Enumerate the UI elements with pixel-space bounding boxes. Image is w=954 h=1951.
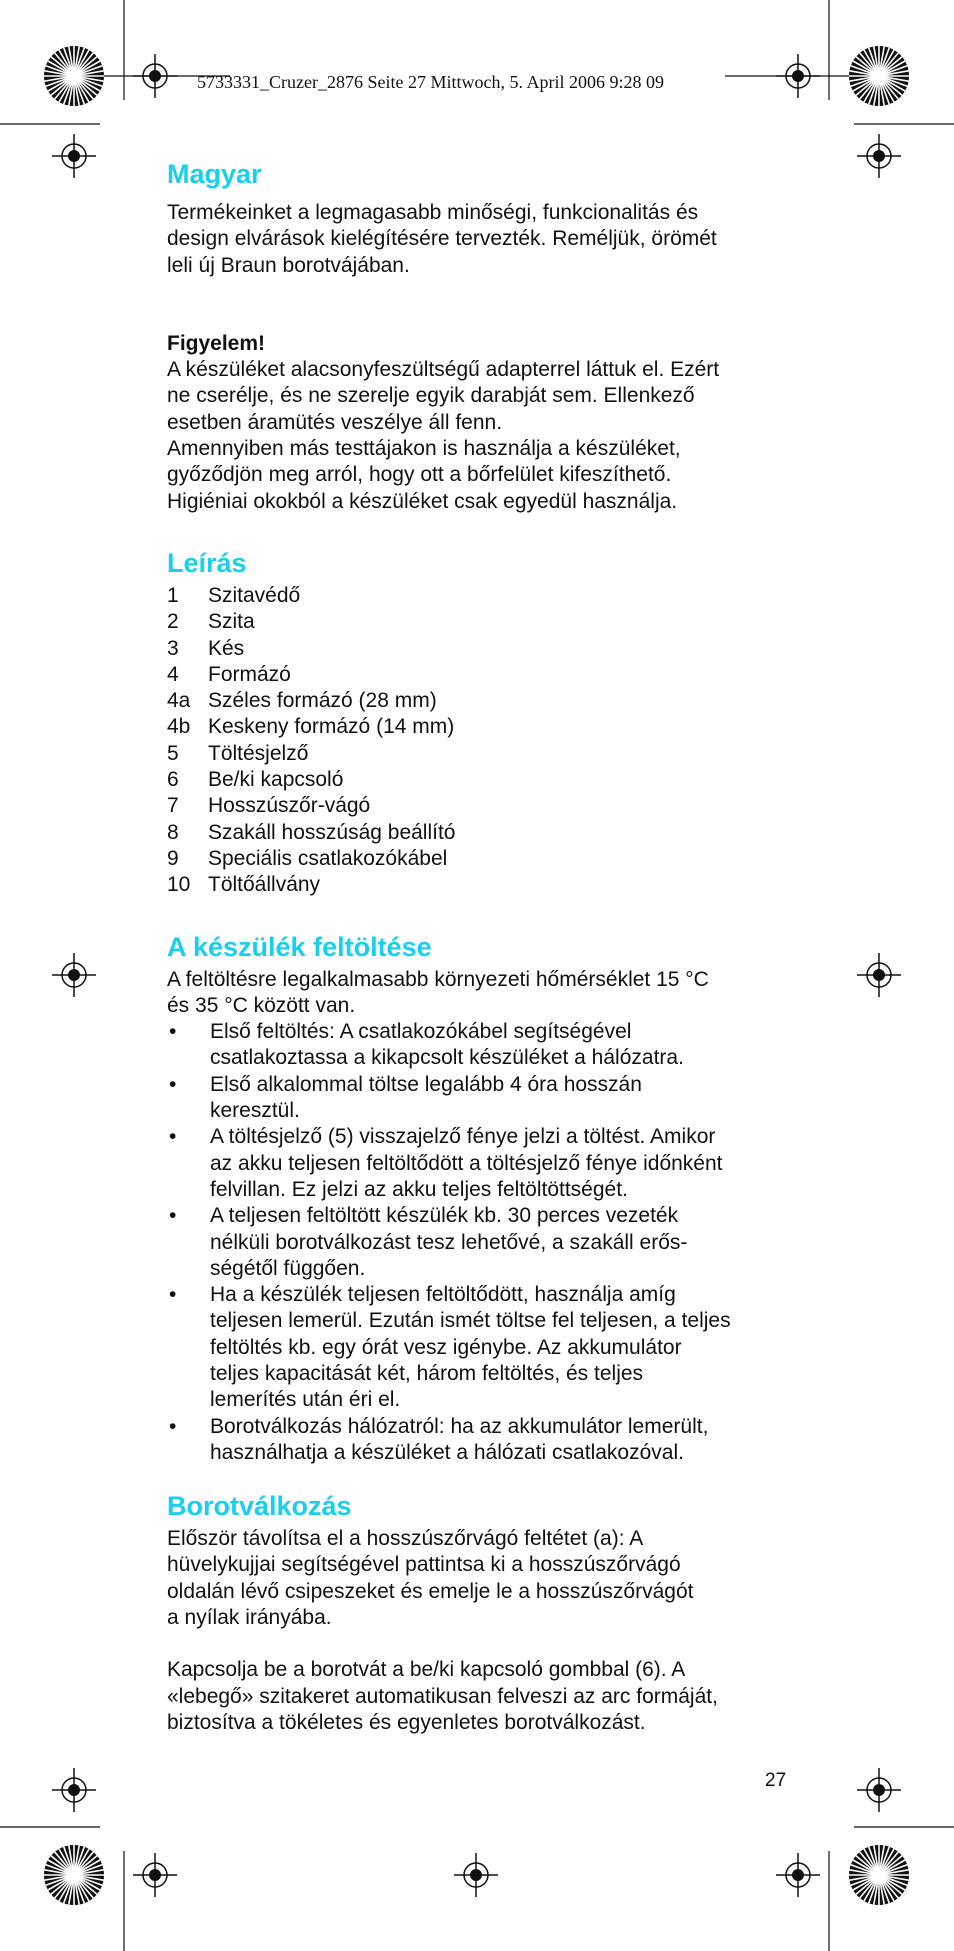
text-line: A teljesen feltöltött készülék kb. 30 perces vezeték <box>210 1204 679 1228</box>
list-item <box>167 846 795 872</box>
intro-paragraph <box>167 200 795 279</box>
bullet-mark: • <box>169 1125 177 1149</box>
registration-crosshair-icon <box>133 1853 177 1897</box>
registration-crosshair-icon <box>776 54 820 98</box>
bullet-text <box>210 1072 642 1125</box>
section-intro <box>167 156 795 279</box>
item-text: Töltőállvány <box>208 873 321 897</box>
text-line: Kapcsolja be a borotvát a be/ki kapcsoló gombbal (6). A <box>167 1658 686 1682</box>
bullet-text <box>210 1124 723 1203</box>
charging-bullets <box>167 1019 795 1466</box>
section-title-shaving: Borotválkozás <box>167 1491 352 1522</box>
item-text: Keskeny formázó (14 mm) <box>208 715 455 739</box>
text-line: «lebegő» szitakeret automatikusan felveszi az arc formáját, <box>167 1684 718 1708</box>
page-number: 27 <box>765 1770 787 1791</box>
text-line: Először távolítsa el a hosszúszőrvágó feltétet (a): A <box>167 1527 644 1551</box>
item-number: 7 <box>167 794 179 818</box>
bullet-item <box>167 1414 795 1467</box>
bullet-mark: • <box>169 1414 177 1438</box>
item-number: 4b <box>167 715 191 739</box>
registration-crosshair-icon <box>52 134 96 178</box>
bullet-item <box>167 1019 795 1072</box>
registration-crosshair-icon <box>776 1853 820 1897</box>
spacer <box>167 1631 795 1657</box>
shaving-paragraph-1 <box>167 1526 795 1631</box>
section-title-leiras: Leírás <box>167 547 247 578</box>
item-text: Speciális csatlakozókábel <box>208 846 448 870</box>
item-number: 4 <box>167 662 179 686</box>
item-text: Töltésjelző <box>208 741 309 765</box>
text-line: A töltésjelző (5) visszajelző fénye jelzi a töltést. Amikor <box>210 1125 716 1149</box>
document-body <box>167 156 795 1736</box>
text-line: győződjön meg arról, hogy ott a bőrfelület kifeszíthető. <box>167 463 672 487</box>
text-line: leli új Braun borotvájában. <box>167 253 410 277</box>
bullet-mark: • <box>169 1020 177 1044</box>
text-line: esetben áramütés veszélye áll fenn. <box>167 410 503 434</box>
section-warning <box>167 331 795 515</box>
item-number: 1 <box>167 583 179 607</box>
text-line: Higiéniai okokból a készüléket csak egyedül használja. <box>167 489 678 513</box>
parts-list <box>167 583 795 899</box>
text-line: biztosítva a tökéletes és egyenletes borotválkozást. <box>167 1710 646 1734</box>
text-line: felvillan. Ez jelzi az akku teljes feltöltöttségét. <box>210 1177 628 1201</box>
list-item <box>167 767 795 793</box>
item-text: Szita <box>208 610 255 634</box>
bullet-text <box>210 1414 708 1467</box>
registration-starburst-icon <box>849 46 909 106</box>
registration-starburst-icon <box>849 1845 909 1905</box>
item-text: Kés <box>208 636 245 660</box>
registration-crosshair-icon <box>133 54 177 98</box>
item-number: 4a <box>167 689 191 713</box>
bullet-text <box>210 1282 731 1413</box>
list-item <box>167 820 795 846</box>
text-line: Amennyiben más testtájakon is használja a készüléket, <box>167 437 681 461</box>
item-text: Hosszúszőr-vágó <box>208 794 371 818</box>
list-item <box>167 872 795 898</box>
text-line: oldalán lévő csipeszeket és emelje le a hosszúszőrvágót <box>167 1579 694 1603</box>
bullet-mark: • <box>169 1283 177 1307</box>
list-item <box>167 609 795 635</box>
text-line: csatlakoztassa a kikapcsolt készüléket a hálózatra. <box>210 1046 684 1070</box>
text-line: Ha a készülék teljesen feltöltődött, használja amíg <box>210 1283 676 1307</box>
bullet-mark: • <box>169 1204 177 1228</box>
text-line: és 35 °C között van. <box>167 993 356 1017</box>
registration-crosshair-icon <box>857 134 901 178</box>
item-number: 3 <box>167 636 179 660</box>
section-title-magyar: Magyar <box>167 159 262 189</box>
registration-crosshair-icon <box>454 1853 498 1897</box>
text-line: használhatja a készüléket a hálózati csatlakozóval. <box>210 1440 684 1464</box>
text-line: A készüléket alacsonyfeszültségű adapterrel láttuk el. Ezért <box>167 358 720 382</box>
text-line: Első alkalommal töltse legalább 4 óra hosszán <box>210 1072 642 1096</box>
bullet-item <box>167 1124 795 1203</box>
item-number: 5 <box>167 741 179 765</box>
list-item <box>167 662 795 688</box>
text-line: design elvárások kielégítésére tervezték. Reméljük, örömét <box>167 227 717 251</box>
item-number: 2 <box>167 610 179 634</box>
text-line: Borotválkozás hálózatról: ha az akkumulátor lemerült, <box>210 1414 709 1438</box>
list-item <box>167 793 795 819</box>
registration-crosshair-icon <box>52 1768 96 1812</box>
item-text: Szitavédő <box>208 583 301 607</box>
charging-intro <box>167 967 795 1020</box>
text-line: lemerítés után éri el. <box>210 1388 401 1412</box>
text-line: Első feltöltés: A csatlakozókábel segítségével <box>210 1020 632 1044</box>
list-item <box>167 714 795 740</box>
text-line: teljes kapacitását két, három feltöltés, és teljes <box>210 1361 644 1385</box>
item-text: Be/ki kapcsoló <box>208 768 344 792</box>
spacer <box>167 279 795 331</box>
list-item <box>167 636 795 662</box>
bullet-text <box>210 1019 684 1072</box>
bullet-text <box>210 1203 687 1282</box>
text-line: teljesen lemerül. Ezután ismét töltse fel teljesen, a teljes <box>210 1309 731 1333</box>
text-line: Termékeinket a legmagasabb minőségi, funkcionalitás és <box>167 201 699 224</box>
registration-starburst-icon <box>44 1845 104 1905</box>
bullet-item <box>167 1282 795 1413</box>
list-item <box>167 688 795 714</box>
item-number: 6 <box>167 768 179 792</box>
print-header: 5733331_Cruzer_2876 Seite 27 Mittwoch, 5. April 2006 9:28 09 <box>197 72 664 92</box>
registration-starburst-icon <box>44 46 104 106</box>
registration-crosshair-icon <box>52 953 96 997</box>
bullet-item <box>167 1072 795 1125</box>
text-line: A feltöltésre legalkalmasabb környezeti hőmérséklet 15 °C <box>167 967 709 991</box>
text-line: ne cserélje, és ne szerelje egyik darabját sem. Ellenkező <box>167 384 695 408</box>
list-item <box>167 583 795 609</box>
registration-crosshair-icon <box>857 953 901 997</box>
item-text: Formázó <box>208 662 291 686</box>
list-item <box>167 741 795 767</box>
item-number: 9 <box>167 846 179 870</box>
section-shaving <box>167 1488 795 1736</box>
text-line: feltöltés kb. egy órát vesz igénybe. Az akkumulátor <box>210 1335 682 1359</box>
section-description <box>167 545 795 899</box>
bullet-item <box>167 1203 795 1282</box>
item-text: Szakáll hosszúság beállító <box>208 820 456 844</box>
item-number: 8 <box>167 820 179 844</box>
item-number: 10 <box>167 873 191 897</box>
section-charging <box>167 929 795 1467</box>
text-line: hüvelykujjai segítségével pattintsa ki a hosszúszőrvágó <box>167 1553 681 1577</box>
section-title-charging: A készülék feltöltése <box>167 931 432 962</box>
bullet-mark: • <box>169 1072 177 1096</box>
item-text: Széles formázó (28 mm) <box>208 689 437 713</box>
text-line: az akku teljesen feltöltődött a töltésjelző fénye időnként <box>210 1151 723 1175</box>
text-line: keresztül. <box>210 1099 300 1123</box>
shaving-paragraph-2 <box>167 1657 795 1736</box>
text-line: ségétől függően. <box>210 1256 366 1280</box>
text-line: a nyílak irányába. <box>167 1606 332 1630</box>
registration-crosshair-icon <box>857 1768 901 1812</box>
warning-title: Figyelem! <box>167 331 266 355</box>
text-line: nélküli borotválkozást tesz lehetővé, a szakáll erős- <box>210 1230 688 1254</box>
warning-paragraph <box>167 331 795 515</box>
